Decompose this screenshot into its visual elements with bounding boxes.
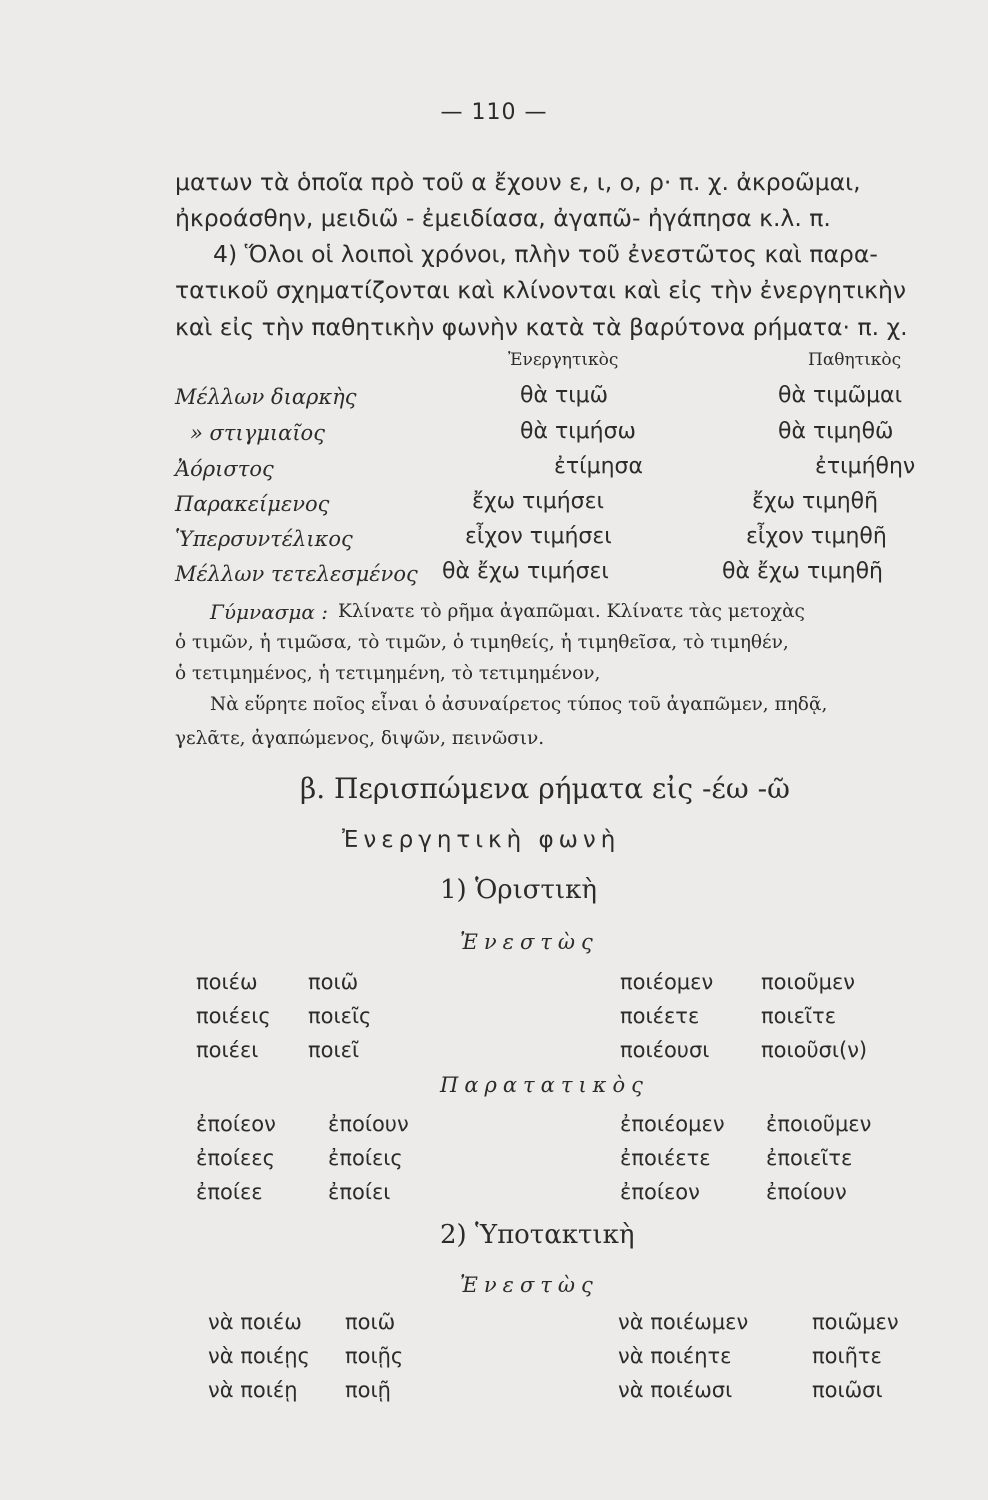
header-active: Ἐνεργητικὸς (508, 350, 619, 370)
form-cell: ἐποίεον (620, 1180, 700, 1204)
passive-form: ἐτιμήθην (815, 454, 916, 479)
form-cell: ποιῶμεν (812, 1310, 899, 1334)
section-title: β. Περισπώμενα ρήματα εἰς -έω -ῶ (300, 772, 790, 805)
passive-form: θὰ τιμηθῶ (778, 419, 894, 444)
exercise-line: γελᾶτε, ἀγαπώμενος, διψῶν, πεινῶσιν. (175, 728, 545, 749)
active-form: ἐτίμησα (554, 454, 643, 479)
exercise-line: Νὰ εὕρητε ποῖος εἶναι ὁ ἀσυναίρετος τύπος τοῦ ἀγαπῶμεν, πηδᾷ, (210, 694, 828, 715)
form-cell: ποιῶσι (812, 1378, 883, 1402)
active-form: θὰ τιμήσω (520, 419, 636, 444)
form-cell: ἐποίεον (196, 1112, 276, 1136)
form-cell: ποιοῦμεν (761, 970, 856, 994)
form-cell: νὰ ποιέῃ (208, 1378, 298, 1402)
active-form: ἔχω τιμήσει (472, 489, 604, 514)
form-cell: ποιέω (196, 970, 258, 994)
tense-label: Μέλλων διαρκὴς (175, 385, 357, 409)
form-cell: ἐποίεες (196, 1146, 275, 1170)
form-cell: ἐποιέετε (620, 1146, 711, 1170)
mood-title: 1) Ὁριστικὴ (440, 875, 597, 905)
intro-line: ἠκροάσθην, μειδιῶ - ἐμειδίασα, ἀγαπῶ- ἠγάπησα κ.λ. π. (175, 204, 831, 232)
exercise-line: ὁ τιμῶν, ἡ τιμῶσα, τὸ τιμῶν, ὁ τιμηθείς, ἡ τιμηθεῖσα, τὸ τιμηθέν, (175, 632, 789, 653)
form-cell: ἐποιεῖτε (766, 1146, 853, 1170)
tense-label: Ὑπερσυντέλικος (175, 527, 353, 551)
active-form: εἶχον τιμήσει (465, 524, 612, 549)
header-passive: Παθητικὸς (808, 350, 902, 370)
tense-label: Μέλλων τετελεσμένος (175, 562, 418, 586)
form-cell: νὰ ποιέωσι (618, 1378, 733, 1402)
active-form: θὰ ἔχω τιμήσει (442, 559, 609, 584)
form-cell: ἐποίεις (328, 1146, 403, 1170)
imperfect-label: Παρατατικὸς (440, 1073, 649, 1097)
form-cell: ἐποίεε (196, 1180, 263, 1204)
form-cell: νὰ ποιέωμεν (618, 1310, 749, 1334)
voice-title: Ἐνεργητικὴ φωνὴ (342, 827, 621, 853)
exercise-label: Γύμνασμα : (210, 600, 328, 624)
form-cell: ποιῶ (308, 970, 359, 994)
form-cell: ποιέομεν (620, 970, 714, 994)
tense-label: » στιγμιαῖος (190, 421, 325, 445)
form-cell: ἐποίει (328, 1180, 391, 1204)
form-cell: ποιεῖ (308, 1038, 360, 1062)
form-cell: ποιέουσι (620, 1038, 710, 1062)
passive-form: θὰ τιμῶμαι (778, 383, 903, 408)
form-cell: ποιῇ (345, 1378, 391, 1402)
exercise-line: Κλίνατε τὸ ρῆμα ἀγαπῶμαι. Κλίνατε τὰς μετοχὰς (338, 601, 805, 622)
form-cell: ποιῇς (345, 1344, 404, 1368)
form-cell: νὰ ποιέητε (618, 1344, 732, 1368)
present-label: Ἐνεστὼς (460, 1273, 599, 1297)
form-cell: νὰ ποιέῃς (208, 1344, 310, 1368)
form-cell: ἐποιέομεν (620, 1112, 725, 1136)
form-cell: ἐποίουν (766, 1180, 847, 1204)
form-cell: ποιέει (196, 1038, 259, 1062)
active-form: θὰ τιμῶ (520, 383, 609, 408)
page-number: — 110 — (440, 100, 548, 125)
form-cell: ποιῆτε (812, 1344, 882, 1368)
exercise-line: ὁ τετιμημένος, ἡ τετιμημένη, τὸ τετιμημένον, (175, 663, 601, 684)
passive-form: εἶχον τιμηθῆ (746, 524, 887, 549)
intro-line: ματων τὰ ὁποῖα πρὸ τοῦ α ἔχουν ε, ι, ο, ρ· π. χ. ἀκροῶμαι, (175, 168, 861, 196)
mood-title: 2) Ὑποτακτικὴ (440, 1220, 635, 1250)
present-label: Ἐνεστὼς (460, 930, 599, 954)
form-cell: ἐποιοῦμεν (766, 1112, 872, 1136)
intro-line: 4) Ὅλοι οἱ λοιποὶ χρόνοι, πλὴν τοῦ ἐνεστῶτος καὶ παρα- (213, 240, 878, 268)
intro-line: καὶ εἰς τὴν παθητικὴν φωνὴν κατὰ τὰ βαρύτονα ρήματα· π. χ. (175, 313, 908, 341)
form-cell: νὰ ποιέω (208, 1310, 302, 1334)
intro-line: τατικοῦ σχηματίζονται καὶ κλίνονται καὶ εἰς τὴν ἐνεργητικὴν (175, 276, 906, 304)
form-cell: ποιῶ (345, 1310, 396, 1334)
form-cell: ἐποίουν (328, 1112, 409, 1136)
form-cell: ποιέεις (196, 1004, 271, 1028)
tense-label: Ἀόριστος (175, 457, 274, 481)
tense-label: Παρακείμενος (175, 492, 330, 516)
form-cell: ποιεῖς (308, 1004, 372, 1028)
form-cell: ποιεῖτε (761, 1004, 837, 1028)
form-cell: ποιοῦσι(ν) (761, 1038, 868, 1062)
passive-form: ἔχω τιμηθῆ (752, 489, 879, 514)
passive-form: θὰ ἔχω τιμηθῆ (722, 559, 884, 584)
form-cell: ποιέετε (620, 1004, 700, 1028)
